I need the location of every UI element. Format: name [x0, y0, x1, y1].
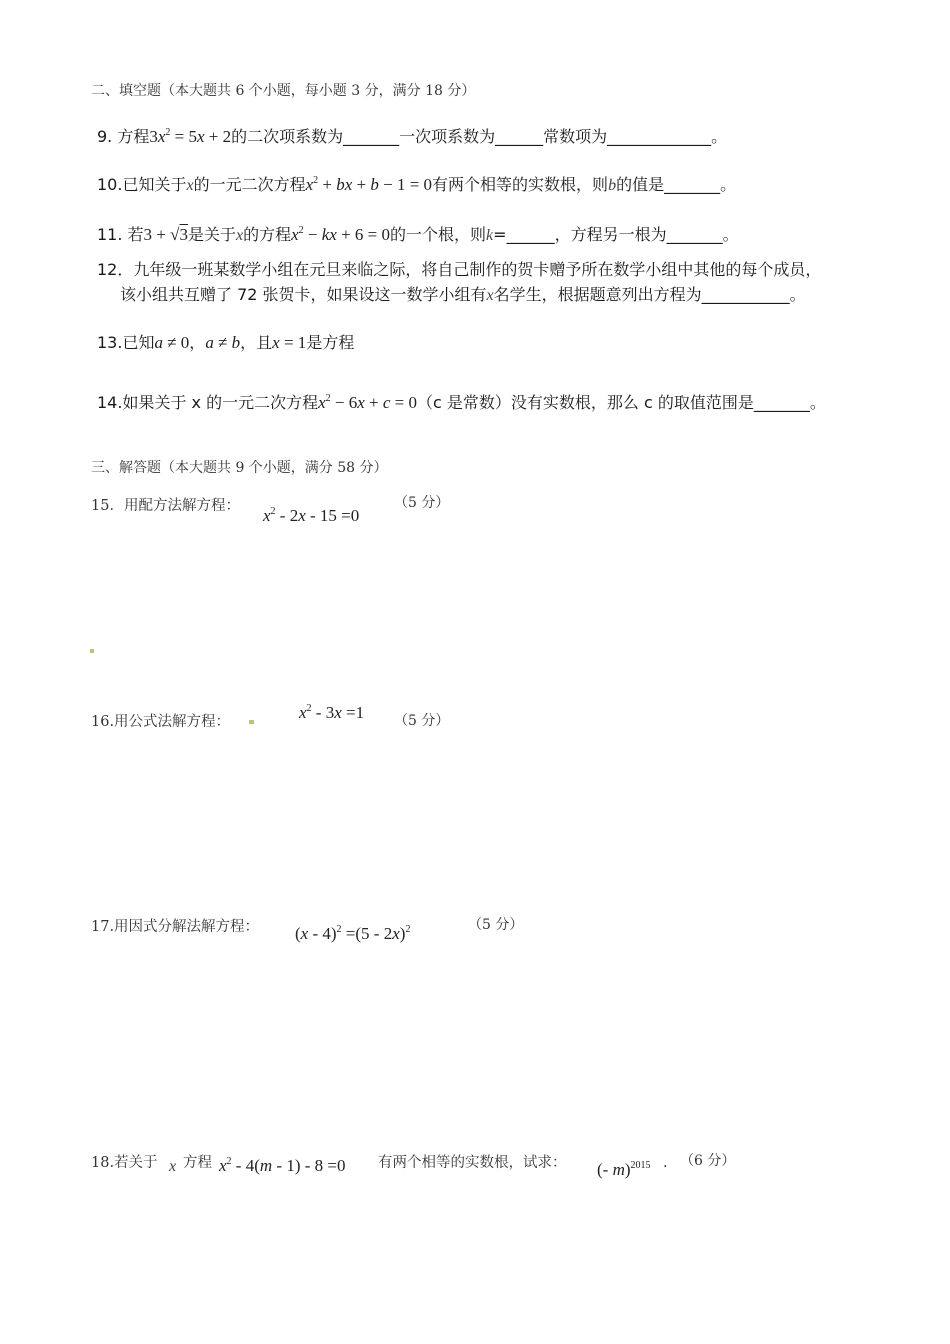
q10-mid: 的一元二次方程: [193, 175, 306, 194]
q10-equation: $x^2$ + bx + b − 1 = 0: [305, 175, 433, 194]
question-16-label: 16.用公式法解方程：: [91, 714, 231, 730]
question-17-label: 17.用因式分解法解方程：: [91, 919, 260, 935]
q18-equation: $x^2 - 4(m - 1) - 8 =0$: [219, 1156, 346, 1175]
q11-end: =______，方程另一根为_______。: [493, 225, 739, 244]
q14-prefix: 14.如果关于 x 的一元二次方程: [97, 393, 319, 412]
q11-var-k: k: [486, 227, 494, 244]
q13-cond-3: x = 1: [272, 333, 307, 352]
q18-mid: 方程: [183, 1155, 212, 1171]
question-9: [97, 124, 727, 147]
q11-prefix: 11. 若: [97, 225, 144, 244]
question-11: [97, 222, 739, 245]
question-10: [97, 172, 736, 195]
q17-score: （5 分）: [468, 917, 524, 933]
q11-equation: $x^2$ − kx + 6 = 0: [291, 225, 391, 244]
speck-mark: [90, 649, 94, 653]
q10-text: 有两个相等的实数根，则: [432, 175, 609, 194]
q18-score: （6 分）: [680, 1153, 736, 1169]
question-12-line-2: [120, 282, 806, 305]
q10-prefix: 10.已知关于: [97, 175, 187, 194]
section-3-heading: 三、解答题（本大题共 9 个小题，满分 58 分）: [91, 460, 388, 476]
q11-mid: 是关于: [187, 225, 236, 244]
q18-expression: (- m)$^{2015}$: [597, 1160, 651, 1179]
q13-end: 是方程: [306, 333, 355, 352]
q10-end: 的值是_______。: [616, 175, 737, 194]
q18-text: 有两个相等的实数根，试求：: [378, 1155, 567, 1171]
q13-sep-2: ，且: [240, 333, 273, 352]
q9-equation: $3x^2 = 5x + 2$: [149, 127, 232, 146]
question-12-line-1: 12．九年级一班某数学小组在元旦来临之际，将自己制作的贺卡赠予所在数学小组中其他的每个成员，: [97, 260, 822, 279]
section-2-heading: 二、填空题（本大题共 6 个小题，每小题 3 分，满分 18 分）: [91, 83, 476, 99]
q18-period: .: [663, 1155, 668, 1171]
q13-cond-2: a ≠ b: [205, 333, 241, 352]
q11-var: x: [235, 227, 244, 244]
q15-equation: $x^2 - 2x - 15 =0$: [263, 506, 360, 525]
q15-score: （5 分）: [394, 495, 450, 511]
q14-equation: $x^2 - 6x + c = 0$: [318, 393, 418, 412]
q13-sep-1: ，: [189, 333, 206, 352]
question-14: [97, 390, 826, 413]
q9-text: 的二次项系数为_______一次项系数为______常数项为_____________。: [231, 127, 728, 146]
q16-score: （5 分）: [394, 713, 450, 729]
q13-prefix: 13.已知: [97, 333, 155, 352]
q12-var: x: [486, 287, 494, 304]
question-15-label: 15．用配方法解方程：: [91, 498, 240, 514]
question-18-label: 18.若关于: [91, 1155, 158, 1171]
q12-line2-prefix: 该小组共互赠了 72 张贺卡，如果设这一数学小组有: [120, 285, 487, 304]
q11-mid2: 的方程: [243, 225, 292, 244]
q18-var: x: [169, 1158, 177, 1175]
question-13: [97, 330, 354, 353]
q11-root: 3 + √3: [143, 225, 188, 244]
q16-equation: $x^2 - 3x =1$: [299, 703, 365, 722]
q11-text: 的一个根，则: [390, 225, 487, 244]
speck-mark: [249, 720, 254, 724]
q10-var-b: b: [608, 177, 617, 194]
q17-equation: (x - 4)$^2$ =(5 - 2x)$^2$: [295, 924, 411, 943]
q10-var: x: [186, 177, 194, 194]
q13-cond-1: a ≠ 0: [154, 333, 190, 352]
q14-end: （c 是常数）没有实数根，那么 c 的取值范围是_______。: [417, 393, 826, 412]
q9-prefix: 9. 方程: [97, 127, 150, 146]
q12-line2-end: 名学生，根据题意列出方程为___________。: [493, 285, 806, 304]
